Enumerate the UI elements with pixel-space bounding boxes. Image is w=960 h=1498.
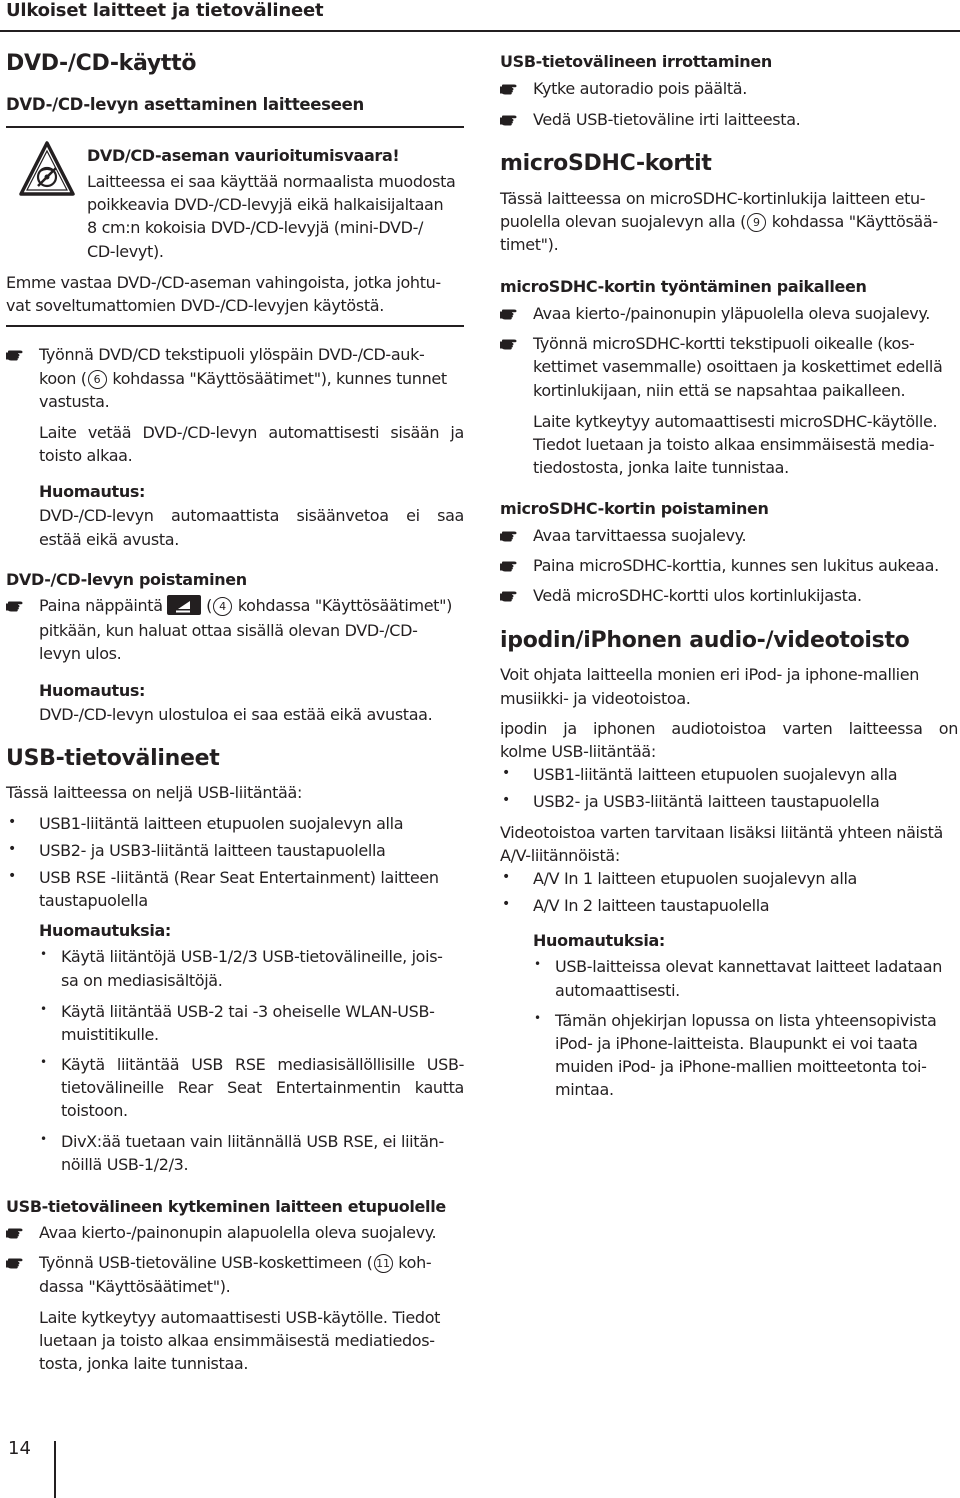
liability-line-1: Emme vastaa DVD-/CD-aseman vahingoista, jotka johtu- (6, 273, 441, 292)
ipod-note-1-line-1: USB-laitteissa olevat kannettavat laitteet ladataan (555, 957, 942, 976)
heading-remove-sd: microSDHC-kortin poistaminen (500, 499, 769, 518)
heading-remove-disc: DVD-/CD-levyn poistaminen (6, 570, 247, 589)
step-remove-line-2: pitkään, kun haluat ottaa sisällä olevan DVD-/CD- (39, 621, 418, 640)
bullet: • (502, 792, 511, 808)
ipod-video-line-1: Videotoistoa varten tarvitaan lisäksi liitäntä yhteen näistä (500, 823, 943, 842)
step-remove-text-c: kohdassa "Käyttösäätimet") (233, 596, 453, 615)
bullet: • (40, 947, 48, 961)
connect-step-2-line-1 (39, 1251, 431, 1275)
step-insert-text-b: kohdassa "Käyttösäätimet"), kunnes tunnet (107, 369, 447, 388)
heading-insert-disc: DVD-/CD-levyn asettaminen laitteeseen (6, 95, 364, 114)
section-title-usb: USB-tietovälineet (6, 746, 220, 771)
sd-intro-text-b: kohdassa "Käyttösää- (766, 212, 938, 231)
ipod-av-list-item-1: A/V In 1 laitteen etupuolen suojalevyn alla (533, 869, 858, 888)
usb-note-3-line-1: Käytä liitäntää USB RSE mediasisällöllisille USB- (61, 1055, 464, 1074)
remove-sd-step-3: Vedä microSDHC-kortti ulos kortinlukijasta. (533, 586, 862, 605)
bullet: • (8, 841, 17, 857)
ipod-note-2-line-2: iPod- ja iPhone-laitteista. Blaupunkt ei voi taata (555, 1034, 918, 1053)
sd-intro-line-1: Tässä laitteessa on microSDHC-kortinlukija laitteen etu- (500, 189, 926, 208)
usb-note-3-line-3: toistoon. (61, 1101, 128, 1120)
heading-insert-sd: microSDHC-kortin työntäminen paikalleen (500, 277, 867, 296)
warning-line-1: Laitteessa ei saa käyttää normaalista muodosta (87, 172, 456, 191)
ipod-usb-line-2: kolme USB-liitäntää: (500, 742, 656, 761)
ipod-intro-line-2: musiikki- ja videotoistoa. (500, 689, 691, 708)
notes-label-right: Huomautuksia: (533, 931, 665, 950)
usb-intro: Tässä laitteessa on neljä USB-liitäntää: (6, 783, 302, 802)
warning-top-rule (6, 126, 464, 128)
connect-step-2-text-b: koh- (393, 1253, 432, 1272)
connect-step-1: Avaa kierto-/painonupin alapuolella oleva suojalevy. (39, 1223, 437, 1242)
section-title-microsd: microSDHC-kortit (500, 151, 712, 176)
hand-pointer-icon (500, 590, 520, 602)
insert-sd-step-2-line-2: kettimet vasemmalle) osoittaen ja koskettimet edellä (533, 357, 943, 376)
step-remove-line-3: levyn ulos. (39, 644, 122, 663)
sd-intro-text-a: puolella olevan suojalevyn alla ( (500, 212, 746, 231)
connect-step-2-text-a: Työnnä USB-tietoväline USB-koskettimeen ( (39, 1253, 373, 1272)
insert-sd-step-2-line-3: kortinlukijaan, niin että se napsahtaa paikalleen. (533, 381, 906, 400)
footer-divider (54, 1441, 56, 1498)
warning-bottom-rule (6, 325, 464, 327)
bullet: • (8, 868, 17, 884)
heading-connect-usb: USB-tietovälineen kytkeminen laitteen etupuolelle (6, 1197, 446, 1216)
connect-result-line-2: luetaan ja toisto alkaa ensimmäisestä mediatiedos- (39, 1331, 435, 1350)
ipod-usb-list-item-1: USB1-liitäntä laitteen etupuolen suojalevyn alla (533, 765, 898, 784)
warning-disc-icon (18, 140, 76, 198)
sd-intro-line-2 (500, 210, 938, 234)
usb-list-item-3-line-1: USB RSE -liitäntä (Rear Seat Entertainment) laitteen (39, 868, 439, 887)
connect-result-line-3: tosta, jonka laite tunnistaa. (39, 1354, 249, 1373)
callout-number-4: 4 (213, 597, 232, 616)
insert-sd-result-line-1: Laite kytkeytyy automaattisesti microSDHC-käytölle. (533, 412, 938, 431)
section-title-ipod: ipodin/iPhonen audio-/videotoisto (500, 628, 910, 653)
bullet: • (40, 1002, 48, 1016)
hand-pointer-icon (500, 308, 520, 320)
insert-sd-result-line-3: tiedostosta, jonka laite tunnistaa. (533, 458, 789, 477)
auto-load-line-2: toisto alkaa. (39, 446, 133, 465)
callout-number-6: 6 (88, 370, 107, 389)
note-label-1: Huomautus: (39, 482, 146, 501)
note-1-line-2: estää eikä avusta. (39, 530, 179, 549)
bullet: • (502, 765, 511, 781)
remove-sd-step-1: Avaa tarvittaessa suojalevy. (533, 526, 747, 545)
heading-remove-usb: USB-tietovälineen irrottaminen (500, 52, 772, 71)
liability-line-2: vat soveltumattomien DVD-/CD-levyjen käytöstä. (6, 296, 384, 315)
hand-pointer-icon (6, 600, 26, 612)
remove-sd-step-2: Paina microSDHC-korttia, kunnes sen lukitus aukeaa. (533, 556, 939, 575)
insert-sd-step-1: Avaa kierto-/painonupin yläpuolella oleva suojalevy. (533, 304, 930, 323)
page-header-title: Ulkoiset laitteet ja tietovälineet (6, 0, 324, 21)
remove-usb-step-2: Vedä USB-tietoväline irti laitteesta. (533, 110, 801, 129)
connect-step-2-line-2: dassa "Käyttösäätimet"). (39, 1277, 231, 1296)
bullet: • (40, 1055, 48, 1069)
remove-usb-step-1: Kytke autoradio pois päältä. (533, 79, 747, 98)
page-number: 14 (8, 1438, 31, 1459)
step-remove-line-1 (39, 594, 452, 618)
callout-number-9: 9 (747, 213, 766, 232)
ipod-note-1-line-2: automaattisesti. (555, 981, 680, 1000)
hand-pointer-icon (500, 114, 520, 126)
hand-pointer-icon (6, 349, 26, 361)
ipod-note-2-line-1: Tämän ohjekirjan lopussa on lista yhteensopivista (555, 1011, 937, 1030)
ipod-usb-line-1: ipodin ja iphonen audiotoistoa varten laitteessa on (500, 719, 958, 738)
step-insert-line-1: Työnnä DVD/CD tekstipuoli ylöspäin DVD-/CD-auk- (39, 345, 425, 364)
insert-sd-step-2-line-1: Työnnä microSDHC-kortti tekstipuoli oikealle (kos- (533, 334, 915, 353)
connect-result-line-1: Laite kytkeytyy automaattisesti USB-käytölle. Tiedot (39, 1308, 441, 1327)
warning-line-2: poikkeavia DVD-/CD-levyjä eikä halkaisijaltaan (87, 195, 444, 214)
ipod-video-line-2: A/V-liitännöistä: (500, 846, 620, 865)
step-remove-text-b: ( (201, 596, 213, 615)
warning-line-3: 8 cm:n kokoisia DVD-/CD-levyjä (mini-DVD-/ (87, 218, 424, 237)
bullet: • (502, 869, 511, 885)
note-2-text: DVD-/CD-levyn ulostuloa ei saa estää eikä avustaa. (39, 705, 433, 724)
note-label-2: Huomautus: (39, 681, 146, 700)
insert-sd-result-line-2: Tiedot luetaan ja toisto alkaa ensimmäisestä media- (533, 435, 935, 454)
sd-intro-line-3: timet"). (500, 235, 559, 254)
usb-list-item-2: USB2- ja USB3-liitäntä laitteen taustapuolella (39, 841, 386, 860)
warning-title: DVD/CD-aseman vaurioitumisvaara! (87, 146, 400, 165)
step-insert-text-a: koon ( (39, 369, 87, 388)
warning-line-4: CD-levyt). (87, 242, 164, 261)
ipod-av-list-item-2: A/V In 2 laitteen taustapuolella (533, 896, 770, 915)
bullet: • (40, 1132, 48, 1146)
ipod-intro-line-1: Voit ohjata laitteella monien eri iPod- ja iphone-mallien (500, 665, 920, 684)
bullet: • (534, 957, 542, 971)
note-1-line-1: DVD-/CD-levyn automaattista sisäänvetoa ei saa (39, 506, 464, 525)
usb-note-3-line-2: tietovälineille Rear Seat Entertainmentin kautta (61, 1078, 464, 1097)
ipod-note-2-line-4: mintaa. (555, 1080, 614, 1099)
usb-note-2-line-2: muistitikulle. (61, 1025, 159, 1044)
bullet: • (8, 814, 17, 830)
hand-pointer-icon (500, 83, 520, 95)
bullet: • (534, 1011, 542, 1025)
hand-pointer-icon (500, 560, 520, 572)
usb-note-1-line-1: Käytä liitäntöjä USB-1/2/3 USB-tietovälineille, jois- (61, 947, 443, 966)
usb-note-2-line-1: Käytä liitäntää USB-2 tai -3 oheiselle WLAN-USB- (61, 1002, 435, 1021)
usb-list-item-3-line-2: taustapuolella (39, 891, 148, 910)
step-insert-line-3: vastusta. (39, 392, 110, 411)
hand-pointer-icon (500, 338, 520, 350)
usb-note-4-line-1: DivX:ää tuetaan vain liitännällä USB RSE, ei liitän- (61, 1132, 444, 1151)
hand-pointer-icon (6, 1257, 26, 1269)
hand-pointer-icon (6, 1227, 26, 1239)
callout-number-11: 11 (374, 1254, 393, 1273)
section-title-dvd: DVD-/CD-käyttö (6, 51, 197, 76)
usb-list-item-1: USB1-liitäntä laitteen etupuolen suojalevyn alla (39, 814, 404, 833)
hand-pointer-icon (500, 530, 520, 542)
ipod-usb-list-item-2: USB2- ja USB3-liitäntä laitteen taustapuolella (533, 792, 880, 811)
step-remove-text-a: Paina näppäintä (39, 596, 168, 615)
notes-label-left: Huomautuksia: (39, 921, 171, 940)
auto-load-line-1: Laite vetää DVD-/CD-levyn automattisesti sisään ja (39, 423, 464, 442)
header-rule (0, 30, 960, 32)
usb-note-1-line-2: sa on mediasisältöjä. (61, 971, 223, 990)
step-insert-line-2 (39, 367, 447, 391)
bullet: • (502, 896, 511, 912)
usb-note-4-line-2: nöillä USB-1/2/3. (61, 1155, 189, 1174)
ipod-note-2-line-3: muiden iPod- ja iPhone-mallien moitteetonta toi- (555, 1057, 927, 1076)
eject-key-icon (167, 595, 201, 615)
